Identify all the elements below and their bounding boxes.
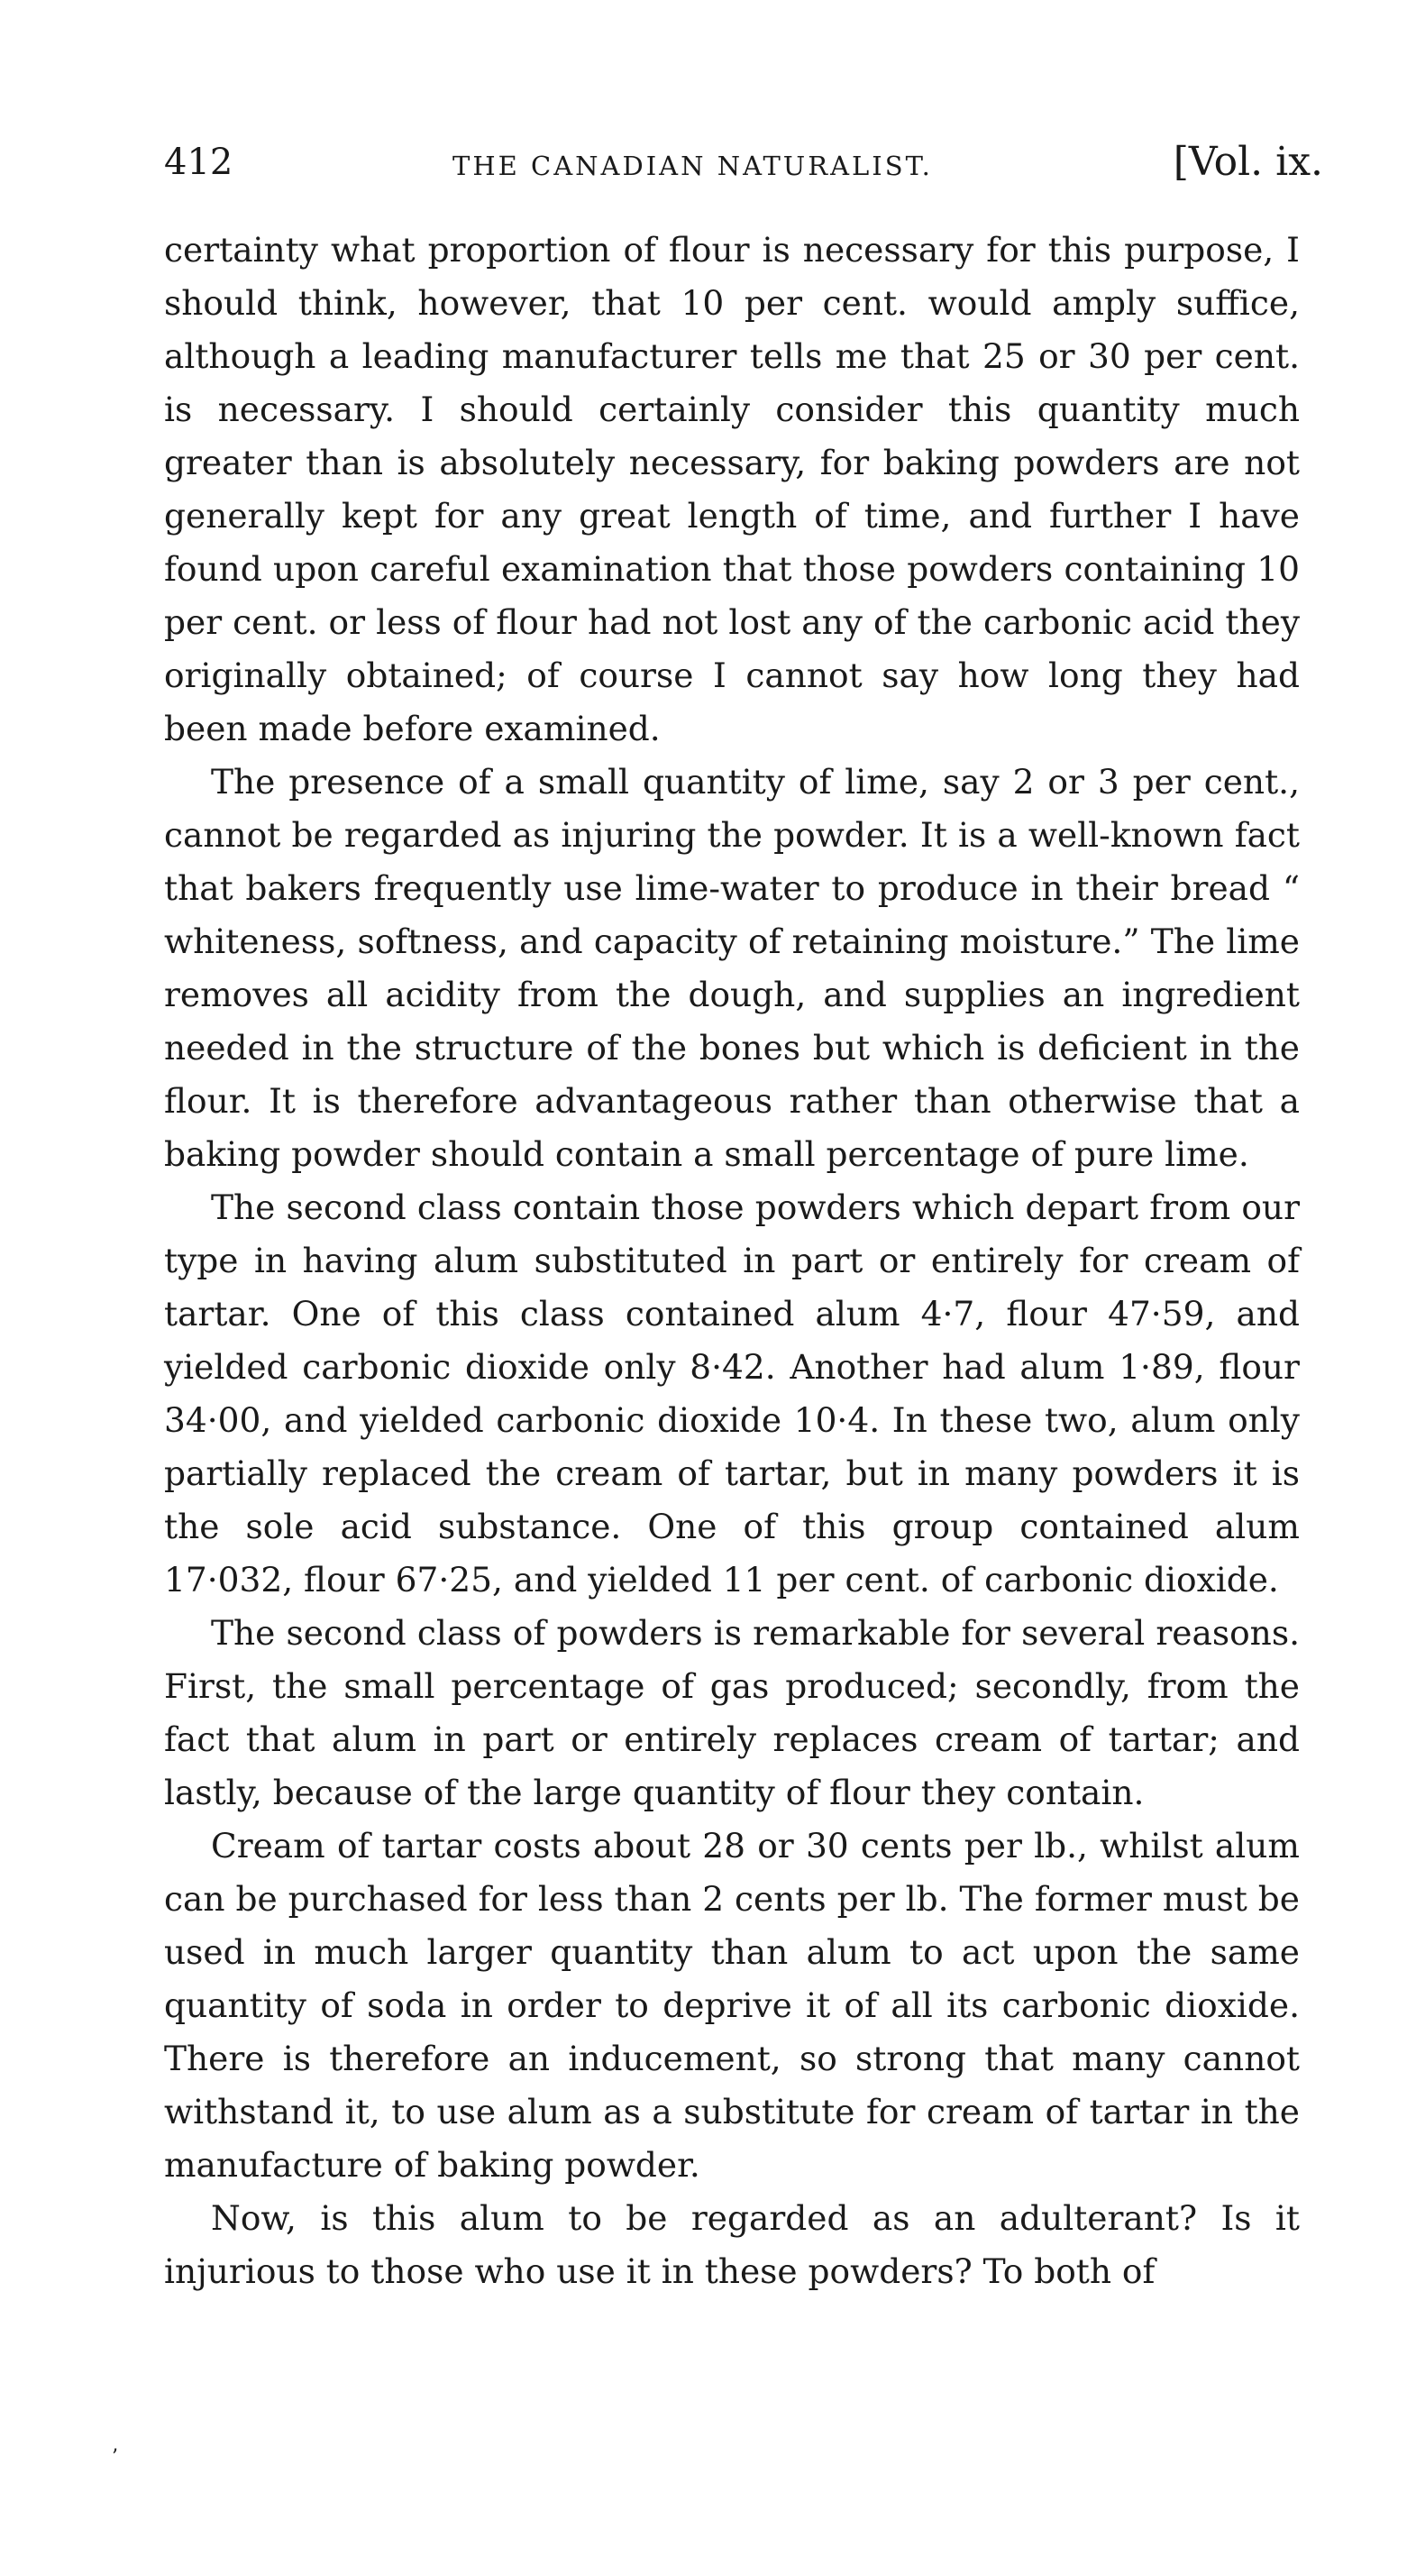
page-number: 412	[164, 142, 233, 183]
paragraph-adulterant-question: Now, is this alum to be regarded as an adulterant? Is it injurious to those who use it in these powders? To both of	[164, 2198, 1300, 2291]
paragraph-flour-proportion: certainty what proportion of flour is necessary for this purpose, I should think, however, that 10 per cent. would amply suffice, although a leading manufacturer tells me that 25 or 30 per cent. is necessary. I should certainly consider this quantity much greater than is absolutely necessary, for baking powders are not generally kept for any great length of time, and further I have found upon careful examination that those powders containing 10 per cent. or less of flour had not lost any of the carbonic acid they originally obtained; of course I cannot say how long they had been made before examined.	[164, 230, 1300, 748]
running-head	[164, 135, 1336, 189]
stray-ink-mark: ’	[112, 2446, 118, 2469]
paragraph-remarkable-reasons: The second class of powders is remarkable for several reasons. First, the small percentage of gas produced; secondly, from the fact that alum in part or entirely replaces cream of tartar; and lastly, because of the large quantity of flour they contain.	[164, 1613, 1300, 1812]
paragraph-lime: The presence of a small quantity of lime, say 2 or 3 per cent., cannot be regarded as injuring the powder. It is a well-known fact that bakers frequently use lime-water to produce in their bread “ whiteness, softness, and capacity of retaining moisture.” The lime removes all acidity from the dough, and supplies an ingredient needed in the structure of the bones but which is deficient in the flour. It is therefore advantageous rather than otherwise that a baking powder should contain a small percentage of pure lime.	[164, 762, 1300, 1174]
paragraph-second-class: The second class contain those powders which depart from our type in having alum substituted in part or entirely for cream of tartar. One of this class contained alum 4·7, flour 47·59, and yielded carbonic dioxide only 8·42. Another had alum 1·89, flour 34·00, and yielded carbonic dioxide 10·4. In these two, alum only partially replaced the cream of tartar, but in many powders it is the sole acid substance. One of this group contained alum 17·032, flour 67·25, and yielded 11 per cent. of carbonic dioxide.	[164, 1187, 1300, 1600]
volume-label: [Vol. ix.	[1173, 139, 1323, 185]
article-body	[164, 224, 1300, 2298]
paragraph-cream-of-tartar-cost: Cream of tartar costs about 28 or 30 cents per lb., whilst alum can be purchased for less than 2 cents per lb. The former must be used in much larger quantity than alum to act upon the same quantity of soda in order to deprive it of all its carbonic dioxide. There is therefore an inducement, so strong that many cannot withstand it, to use alum as a substitute for cream of tartar in the manufacture of baking powder.	[164, 1826, 1300, 2185]
journal-title: THE CANADIAN NATURALIST.	[452, 151, 933, 181]
